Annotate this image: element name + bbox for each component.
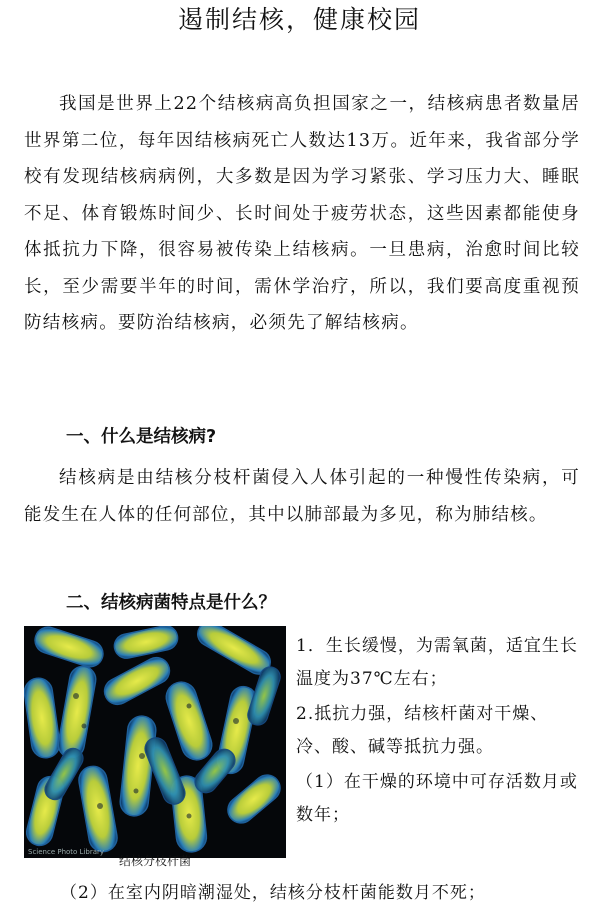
feature-item-last: （2）在室内阴暗潮湿处，结核分枝杆菌能数月不死； bbox=[60, 883, 486, 903]
section-body-what-is-tb: 结核病是由结核分枝杆菌侵入人体引起的一种慢性传染病，可能发生在人体的任何部位，其中以肺部最为多见，称为肺结核。 bbox=[24, 468, 580, 525]
bacteria-illustration bbox=[24, 626, 286, 858]
bacteria-microscope-image bbox=[24, 626, 286, 858]
feature-item: （1）在干燥的环境中可存活数月或数年； bbox=[296, 772, 578, 825]
section-heading-bacteria-features: 二、结核病菌特点是什么？ bbox=[66, 593, 276, 613]
feature-item: 1．生长缓慢，为需氧菌，适宜生长温度为37℃左右； bbox=[296, 636, 578, 689]
features-list bbox=[296, 630, 580, 832]
figure-caption: 结核分枝杆菌 bbox=[118, 854, 191, 868]
image-watermark: Science Photo Library bbox=[28, 848, 105, 856]
section-heading-what-is-tb: 一、什么是结核病? bbox=[66, 427, 217, 447]
page-title: 遏制结核，健康校园 bbox=[177, 5, 421, 34]
feature-item: 2.抵抗力强，结核杆菌对干燥、冷、酸、碱等抵抗力强。 bbox=[296, 704, 549, 757]
intro-paragraph: 我国是世界上22个结核病高负担国家之一，结核病患者数量居世界第二位，每年因结核病死亡人数达13万。近年来，我省部分学校有发现结核病病例，大多数是因为学习紧张、学习压力大、睡眠不足、体育锻炼时间少、长时间处于疲劳状态，这些因素都能使身体抵抗力下降，很容易被传染上结核病。一旦患病，治愈时间比较长，至少需要半年的时间，需休学治疗，所以，我们要高度重视预防结核病。要防治结核病，必须先了解结核病。 bbox=[24, 94, 580, 333]
